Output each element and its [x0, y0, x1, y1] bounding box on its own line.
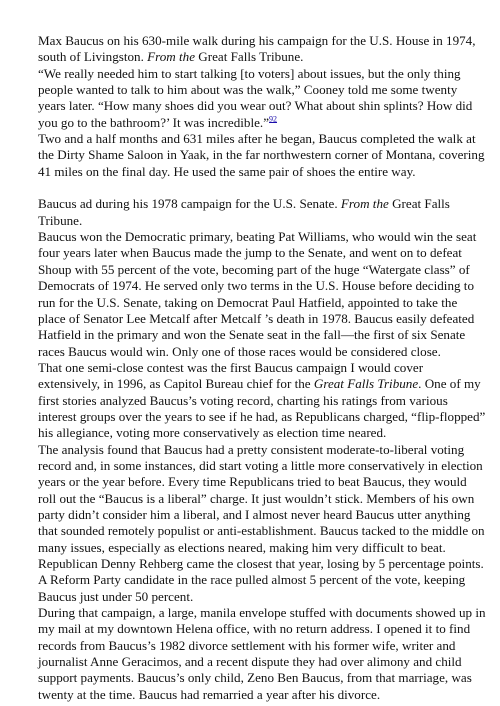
document-page	[38, 33, 486, 703]
paragraph-cooney-quote	[38, 66, 486, 131]
caption-ad-text: Baucus ad during his 1978 campaign for the U.S. Senate.	[38, 196, 341, 212]
caption-walk-text: Max Baucus on his 630-mile walk during his campaign for the U.S. House in 1974, south of Livingston.	[38, 33, 476, 65]
paragraph-democratic-primary: Baucus won the Democratic primary, beating Pat Williams, who would win the seat four years later when Baucus made the jump to the Senate, and went on to defeat Shoup with 55 percent of the vote, becoming part of the huge “Watergate class” of Democrats of 1974. He served only two terms in the U.S. House before deciding to run for the U.S. Senate, taking on Democrat Paul Hatfield, appointed to take the place of Senator Lee Metcalf after Metcalf ’s death in 1978. Baucus easily defeated Hatfield in the primary and won the Senate seat in the fall—the first of six Senate races Baucus would win. Only one of those races would be considered close.	[38, 229, 477, 359]
caption-ad-source: Great Falls Tribune.	[38, 196, 450, 228]
photo-caption-ad	[38, 196, 486, 229]
caption-walk-source: Great Falls Tribune.	[195, 49, 304, 65]
caption-ad-source-italic: From the	[340, 196, 389, 212]
paragraph-rehberg: Republican Denny Rehberg came the closest that year, losing by 5 percentage points. A Reform Party candidate in the race pulled almost 5 percent of the vote, keeping Baucus just under 50 percent.	[38, 556, 484, 604]
paragraph-walk-complete: Two and a half months and 631 miles after he began, Baucus completed the walk at the Dirty Shame Saloon in Yaak, in the far northwestern corner of Montana, covering 41 miles on the final day. He used the same pair of shoes the entire way.	[38, 131, 485, 179]
paragraph-gap	[38, 180, 486, 196]
paragraph-manila-envelope: During that campaign, a large, manila envelope stuffed with documents showed up in my mail at my downtown Helena office, with no return address. I opened it to find records from Baucus’s 1982 divorce settlement with his former wife, writer and journalist Anne Geracimos, and a recent dispute they had over alimony and child support payments. Baucus’s only child, Zeno Ben Baucus, from that marriage, was twenty at the time. Baucus had remarried a year after his divorce.	[38, 605, 486, 702]
paragraph-voting-analysis: The analysis found that Baucus had a pretty consistent moderate-to-liberal voting record and, in some instances, did start voting a little more conservatively in election years or the year before. Every time Republicans tried to beat Baucus, they would roll out the “Baucus is a liberal” charge. It just wouldn’t stick. Members of his own party didn’t consider him a liberal, and I almost never heard Baucus utter anything that sounded remotely populist or anti-establishment. Baucus tacked to the middle on many issues, especially as elections neared, making him very difficult to beat.	[38, 441, 485, 555]
paragraph-semi-close-contest	[38, 360, 486, 442]
semi-close-text-end: . One of my first stories analyzed Baucus’s voting record, charting his ratings from various interest groups over the years to see if he had, as Republicans charged, “flip-flopped” his allegiance, voting more conservatively as election time neared.	[38, 376, 486, 441]
cooney-quote-text: “We really needed him to start talking [to voters] about issues, but the only thing people wanted to talk to him about was the walk,” Cooney told me some twenty years later. “How many shoes did you wear out? What about shin splints? How did you go to the bathroom?’ It was incredible.”	[38, 65, 473, 130]
semi-close-text-start: That one semi-close contest was the first Baucus campaign I would cover extensively, in 1996, as Capitol Bureau chief for the	[38, 359, 424, 392]
photo-caption-walk	[38, 33, 486, 66]
caption-walk-source-italic: From the	[147, 49, 196, 65]
newspaper-name: Great Falls Tribune	[313, 376, 419, 392]
footnote-link-92[interactable]: 92	[269, 114, 278, 124]
